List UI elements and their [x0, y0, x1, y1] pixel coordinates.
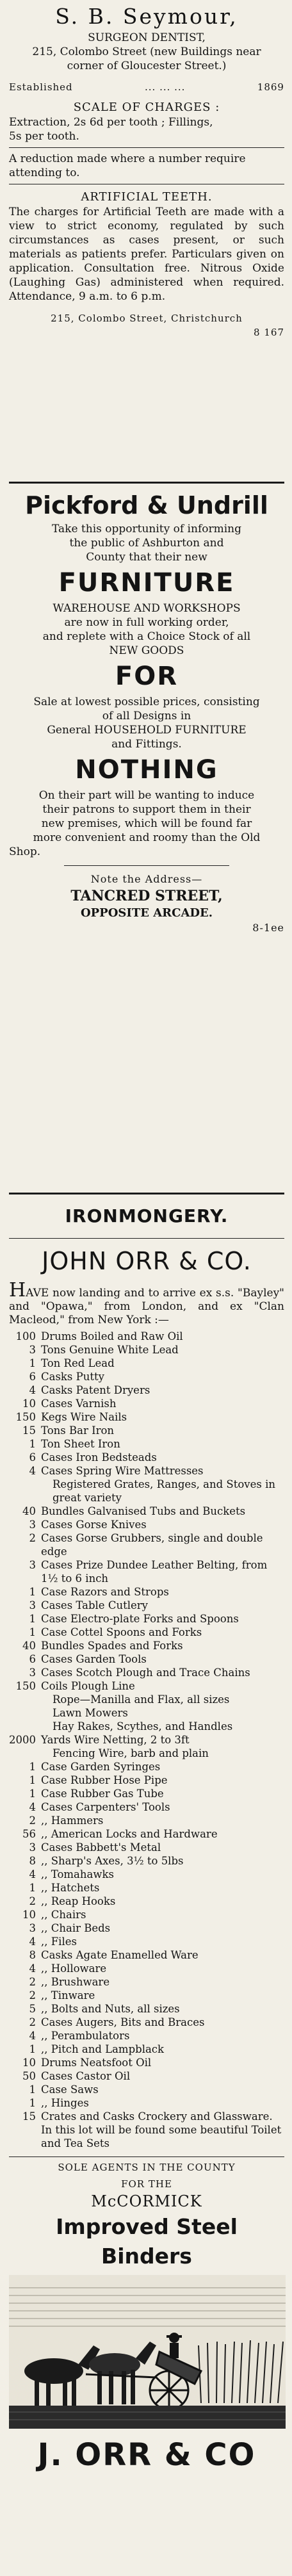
mccormick-name: McCORMICK: [91, 2192, 202, 2210]
inventory-item: [9, 1397, 284, 1410]
item-description: Casks Patent Dryers: [41, 1384, 150, 1396]
item-description: Case Razors and Strops: [41, 1586, 169, 1598]
item-description: Case Electro-plate Forks and Spoons: [41, 1613, 239, 1625]
inventory-item: [9, 1800, 284, 1814]
item-description: Cases Table Cutlery: [41, 1599, 148, 1611]
inventory-item: [9, 1706, 284, 1720]
item-quantity: 4: [29, 1384, 36, 1396]
item-description: Case Garden Syringes: [41, 1761, 161, 1773]
established-label: Established: [9, 81, 73, 93]
item-quantity: 3: [29, 1344, 36, 1356]
item-description: ,, Chair Beds: [41, 1922, 111, 1934]
item-quantity: 8: [29, 1855, 36, 1867]
inventory-item: [9, 1747, 284, 1760]
inventory-item: [9, 1693, 284, 1706]
item-quantity: 10: [22, 1398, 36, 1410]
item-quantity: 1: [29, 1761, 36, 1773]
item-quantity: 1: [29, 2083, 36, 2096]
inventory-item: [9, 1962, 284, 1975]
item-quantity: 1: [29, 1357, 36, 1369]
item-quantity: 4: [29, 2030, 36, 2042]
item-quantity: 3: [29, 1667, 36, 1679]
item-quantity: 2: [29, 1532, 36, 1544]
inventory-item: [9, 1612, 284, 1626]
binders-heading: Improved Steel Binders: [56, 2214, 238, 2269]
reaper-binder-illustration: [9, 2275, 286, 2429]
item-description: Cases Prize Dundee Leather Belting, from 1½ to 6 inch: [41, 1559, 268, 1585]
item-quantity: 15: [22, 1424, 36, 1437]
inventory-item: [9, 1666, 284, 1679]
sole-agents-line-1: SOLE AGENTS IN THE COUNTY: [58, 2162, 236, 2173]
item-description: ,, Perambulators: [41, 2030, 130, 2042]
inventory-item: [9, 2083, 284, 2096]
opposite-arcade: OPPOSITE ARCADE.: [80, 906, 213, 920]
inventory-item: [9, 1895, 284, 1908]
item-description: ,, Hammers: [41, 1814, 104, 1827]
item-description: Drums Boiled and Raw Oil: [41, 1330, 183, 1342]
item-description: Ton Red Lead: [41, 1357, 115, 1369]
item-quantity: 3: [29, 1519, 36, 1531]
item-description: Cases Iron Bedsteads: [41, 1451, 157, 1463]
item-quantity: 2: [29, 1895, 36, 1907]
item-quantity: 10: [22, 2057, 36, 2069]
item-description: Lawn Mowers: [53, 1707, 128, 1719]
item-quantity: 4: [29, 1801, 36, 1813]
item-quantity: 6: [29, 1451, 36, 1463]
scale-of-charges-heading: SCALE OF CHARGES :: [73, 101, 220, 114]
intro-line-2: the public of Ashburton and: [69, 537, 224, 550]
dentist-address-line-2: corner of Gloucester Street.): [67, 60, 227, 72]
item-quantity: 50: [22, 2070, 36, 2082]
item-quantity: 56: [22, 1828, 36, 1840]
reduction-line-1: A reduction made where a number require: [9, 152, 246, 165]
item-description: Cases Gorse Grubbers, single and double edge: [41, 1532, 263, 1558]
item-description: ,, Sharp's Axes, 3½ to 5lbs: [41, 1855, 184, 1867]
inventory-item: [9, 1679, 284, 1693]
item-quantity: 2: [29, 2016, 36, 2028]
dentist-name: S. B. Seymour,: [55, 4, 238, 29]
item-quantity: 150: [15, 1411, 36, 1423]
inventory-item: [9, 1531, 284, 1558]
business-name: Pickford & Undrill: [25, 491, 268, 519]
item-description: Rope—Manilla and Flax, all sizes: [53, 1693, 230, 1706]
inventory-item: [9, 1464, 284, 1478]
item-description: Ton Sheet Iron: [41, 1438, 120, 1450]
sale-line-1: Sale at lowest possible prices, consisting: [33, 696, 260, 708]
inventory-item: [9, 1558, 284, 1585]
established-line: [9, 79, 284, 95]
dentist-title: SURGEON DENTIST,: [88, 31, 206, 44]
inventory-item: [9, 2110, 284, 2150]
divider: [9, 2156, 284, 2157]
section-divider: [9, 1193, 284, 1194]
item-description: Case Rubber Gas Tube: [41, 1788, 164, 1800]
item-quantity: 2: [29, 1814, 36, 1827]
for-heading: FOR: [115, 662, 179, 691]
established-year: 1869: [257, 81, 284, 93]
item-quantity: 6: [29, 1653, 36, 1665]
item-quantity: 3: [29, 1599, 36, 1611]
inventory-item: [9, 1424, 284, 1437]
inventory-item: [9, 1357, 284, 1370]
item-description: Registered Grates, Ranges, and Stoves in great variety: [53, 1478, 275, 1504]
item-quantity: 8: [29, 1949, 36, 1961]
item-description: Cases Castor Oil: [41, 2070, 131, 2082]
warehouse-line-1: WAREHOUSE AND WORKSHOPS: [53, 602, 241, 615]
item-description: ,, Holloware: [41, 1962, 107, 1975]
inventory-item: [9, 1451, 284, 1464]
item-description: Cases Babbett's Metal: [41, 1841, 161, 1854]
footer-company-name: J. ORR & CO: [37, 2437, 256, 2473]
intro-line-3: County that their new: [86, 551, 207, 564]
note-address: Note the Address—: [90, 873, 203, 885]
part-line-1: On their part will be wanting to induce: [38, 789, 255, 802]
item-quantity: 150: [15, 1680, 36, 1692]
inventory-item: [9, 2042, 284, 2056]
inventory-item: [9, 1841, 284, 1854]
inventory-item: [9, 1975, 284, 1989]
sale-line-4: and Fittings.: [111, 738, 182, 751]
item-description: Case Rubber Hose Pipe: [41, 1774, 168, 1786]
seymour-dentist-ad: [9, 0, 284, 478]
item-description: Cases Scotch Plough and Trace Chains: [41, 1667, 250, 1679]
item-description: Fencing Wire, barb and plain: [53, 1747, 209, 1759]
inventory-item: [9, 1773, 284, 1787]
item-quantity: 5: [29, 2003, 36, 2015]
item-description: Cases Garden Tools: [41, 1653, 147, 1665]
item-quantity: 1: [29, 2097, 36, 2109]
item-description: Tons Bar Iron: [41, 1424, 115, 1437]
inventory-item: [9, 1343, 284, 1357]
established-dots: ... ... ...: [145, 81, 186, 93]
item-description: ,, Brushware: [41, 1976, 110, 1988]
item-quantity: 4: [29, 1465, 36, 1477]
inventory-item: [9, 1720, 284, 1733]
item-quantity: 15: [22, 2110, 36, 2123]
item-description: Cases Carpenters' Tools: [41, 1801, 170, 1813]
item-description: Yards Wire Netting, 2 to 3ft: [41, 1734, 190, 1746]
item-quantity: 6: [29, 1371, 36, 1383]
item-description: Coils Plough Line: [41, 1680, 135, 1692]
item-quantity: 1: [29, 2043, 36, 2055]
item-quantity: 4: [29, 1962, 36, 1975]
inventory-item: [9, 1639, 284, 1652]
item-quantity: 4: [29, 1936, 36, 1948]
item-description: Hay Rakes, Scythes, and Handles: [53, 1720, 233, 1732]
inventory-item: [9, 1989, 284, 2002]
inventory-item: [9, 1733, 284, 1747]
inventory-item: [9, 1868, 284, 1881]
dentist-address-line-1: 215, Colombo Street (new Buildings near: [32, 45, 261, 58]
arrival-intro: [9, 1279, 284, 1327]
item-quantity: 3: [29, 1559, 36, 1571]
inventory-item: [9, 1921, 284, 1935]
item-quantity: 10: [22, 1909, 36, 1921]
inventory-item: [9, 1330, 284, 1343]
nothing-heading: NOTHING: [75, 755, 218, 785]
furniture-heading: FURNITURE: [58, 568, 235, 598]
pickford-undrill-ad: [9, 489, 284, 1189]
item-description: Casks Agate Enamelled Ware: [41, 1949, 199, 1961]
inventory-item: [9, 1410, 284, 1424]
intro-line-1: Take this opportunity of informing: [52, 523, 241, 535]
item-quantity: 100: [15, 1330, 36, 1342]
item-description: Cases Gorse Knives: [41, 1519, 147, 1531]
item-description: Case Cottel Spoons and Forks: [41, 1626, 202, 1638]
item-quantity: 1: [29, 1774, 36, 1786]
item-quantity: 1: [29, 1586, 36, 1598]
item-description: ,, Tomahawks: [41, 1868, 114, 1880]
inventory-item: [9, 1760, 284, 1773]
item-description: ,, Tinware: [41, 1989, 95, 2001]
divider: [9, 147, 284, 148]
inventory-item: [9, 1787, 284, 1800]
arrival-intro-text: AVE now landing and to arrive ex s.s. "Bayley" and "Opawa," from London, and ex "Clan Macleod," from New York :—: [9, 1287, 284, 1326]
inventory-item: [9, 1935, 284, 1948]
warehouse-line-4: NEW GOODS: [109, 644, 184, 657]
divider: [64, 865, 229, 866]
warehouse-line-2: are now in full working order,: [64, 616, 229, 629]
item-description: ,, Files: [41, 1936, 77, 1948]
inventory-item: [9, 1383, 284, 1397]
item-description: Casks Putty: [41, 1371, 104, 1383]
inventory-item: [9, 1827, 284, 1841]
item-quantity: 1: [29, 1438, 36, 1450]
item-quantity: 40: [22, 1640, 36, 1652]
inventory-item: [9, 1370, 284, 1383]
scale-line-2: 5s per tooth.: [9, 130, 79, 143]
inventory-item: [9, 2002, 284, 2016]
inventory-item: [9, 1626, 284, 1639]
ironmongery-heading: IRONMONGERY.: [65, 1205, 229, 1227]
warehouse-line-3: and replete with a Choice Stock of all: [42, 630, 251, 643]
item-quantity: 1: [29, 1626, 36, 1638]
artificial-teeth-heading: ARTIFICIAL TEETH.: [81, 190, 213, 204]
divider: [9, 1238, 284, 1239]
inventory-item: [9, 2096, 284, 2110]
item-description: ,, Reap Hooks: [41, 1895, 116, 1907]
ad-code: 8-1ee: [252, 922, 284, 934]
item-description: Bundles Galvanised Tubs and Buckets: [41, 1505, 246, 1517]
inventory-item: [9, 1881, 284, 1895]
inventory-item: [9, 1652, 284, 1666]
sale-line-2: of all Designs in: [102, 710, 191, 722]
john-orr-ironmongery-ad: [9, 1198, 284, 2479]
item-quantity: 1: [29, 1882, 36, 1894]
inventory-item: [9, 2069, 284, 2083]
item-quantity: 1: [29, 1788, 36, 1800]
inventory-item: [9, 2056, 284, 2069]
item-quantity: 4: [29, 1868, 36, 1880]
company-name: JOHN ORR & CO.: [42, 1247, 252, 1275]
item-quantity: 40: [22, 1505, 36, 1517]
item-quantity: 2: [29, 1989, 36, 2001]
reduction-line-2: attending to.: [9, 167, 80, 179]
inventory-list: [9, 1330, 284, 2150]
item-description: ,, Chairs: [41, 1909, 86, 1921]
item-description: Kegs Wire Nails: [41, 1411, 127, 1423]
footer-code: 8 167: [254, 327, 284, 338]
inventory-item: [9, 1478, 284, 1504]
part-line-2: their patrons to support them in their: [42, 803, 251, 816]
inventory-item: [9, 2016, 284, 2029]
sole-agents-line-2: FOR THE: [121, 2178, 172, 2190]
item-description: Cases Spring Wire Mattresses: [41, 1465, 204, 1477]
item-description: Case Saws: [41, 2083, 99, 2096]
inventory-item: [9, 1599, 284, 1612]
item-quantity: 2: [29, 1976, 36, 1988]
inventory-item: [9, 2029, 284, 2042]
drop-cap: H: [9, 1279, 26, 1301]
inventory-item: [9, 1585, 284, 1599]
item-quantity: 3: [29, 1841, 36, 1854]
part-line-5: Shop.: [9, 845, 41, 858]
inventory-item: [9, 1948, 284, 1962]
inventory-item: [9, 1814, 284, 1827]
item-quantity: 2000: [9, 1734, 36, 1746]
street-address: TANCRED STREET,: [70, 888, 223, 904]
scale-line-1: Extraction, 2s 6d per tooth ; Fillings,: [9, 116, 213, 129]
part-line-3: new premises, which will be found far: [41, 817, 252, 830]
inventory-item: [9, 1437, 284, 1451]
item-description: Cases Augers, Bits and Braces: [41, 2016, 205, 2028]
item-description: ,, Pitch and Lampblack: [41, 2043, 165, 2055]
inventory-item: [9, 1854, 284, 1868]
item-description: Cases Varnish: [41, 1398, 117, 1410]
item-description: ,, Hatchets: [41, 1882, 100, 1894]
item-quantity: 1: [29, 1613, 36, 1625]
item-description: ,, American Locks and Hardware: [41, 1828, 218, 1840]
inventory-item: [9, 1518, 284, 1531]
part-line-4: more convenient and roomy than the Old: [33, 831, 261, 844]
item-description: ,, Bolts and Nuts, all sizes: [41, 2003, 180, 2015]
item-description: Bundles Spades and Forks: [41, 1640, 183, 1652]
item-description: Tons Genuine White Lead: [41, 1344, 179, 1356]
inventory-item: [9, 1504, 284, 1518]
footer-address: 215, Colombo Street, Christchurch: [51, 313, 243, 324]
artificial-teeth-text: The charges for Artificial Teeth are made with a view to strict economy, regulated by such circumstances as cases present, or such materials as patients prefer. Particulars given on application. Consultation free. Nitrous Oxide (Laughing Gas) administered when required. Attendance, 9 a.m. to 6 p.m.: [9, 206, 284, 303]
item-description: ,, Hinges: [41, 2097, 89, 2109]
inventory-item: [9, 1908, 284, 1921]
sale-line-3: General HOUSEHOLD FURNITURE: [47, 724, 247, 737]
section-divider: [9, 482, 284, 484]
item-quantity: 3: [29, 1922, 36, 1934]
item-description: Crates and Casks Crockery and Glassware. In this lot will be found some beautiful Toilet and Tea Sets: [41, 2110, 282, 2149]
item-description: Drums Neatsfoot Oil: [41, 2057, 152, 2069]
